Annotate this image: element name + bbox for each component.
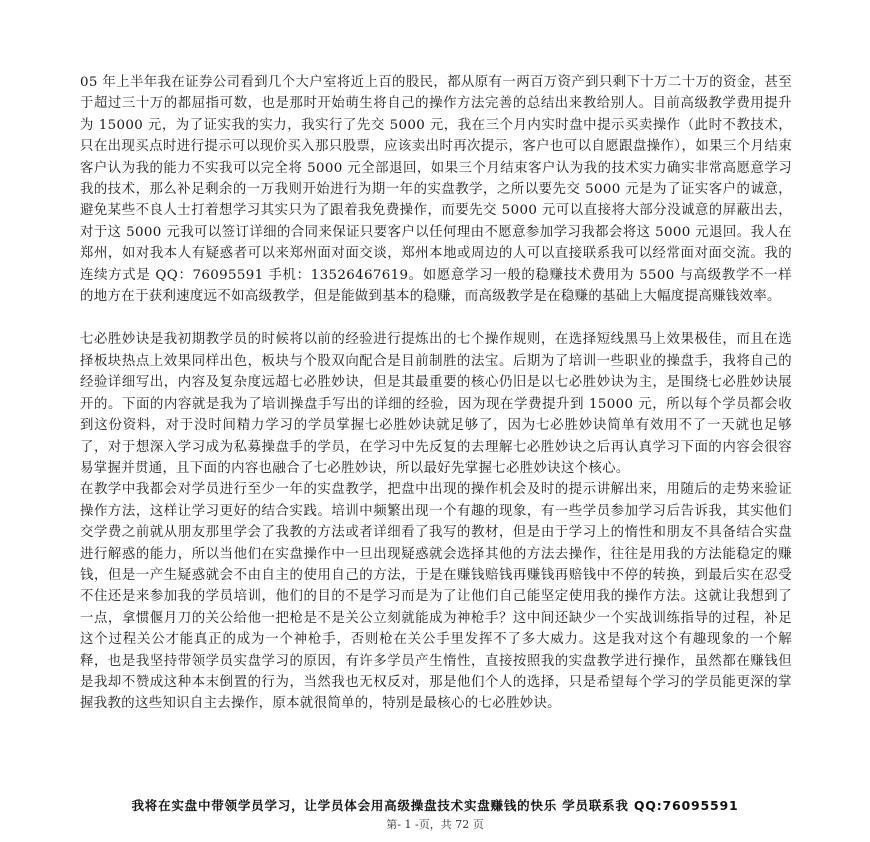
footer-slogan: 我将在实盘中带领学员学习，让学员体会用高级操盘技术实盘赚钱的快乐 学员联系我 QQ:76095591: [131, 798, 739, 813]
paragraph-teaching: 在教学中我都会对学员进行至少一年的实盘教学，把盘中出现的操作机会及时的提示讲解出来，用随后的走势来验证操作方法，这样让学习更好的结合实践。培训中频繁出现一个有趣的现象，有一些学员参加学习后告诉我，其实他们交学费之前就从朋友那里学会了我教的方法或者详细看了我写的教材，但是由于学习上的惰性和朋友不具备结合实盘进行解惑的能力，所以当他们在实盘操作中一旦出现疑惑就会选择其他的方法去操作，往往是用我的方法能稳定的赚钱，但是一产生疑惑就会不由自主的使用自己的方法，于是在赚钱赔钱再赚钱再赔钱中不停的转换，到最后实在忍受不住还是来参加我的学员培训，他们的目的不是学习而是为了让他们自己能坚定使用我的操作方法。这就让我想到了一点，拿惯偃月刀的关公给他一把枪是不是关公立刻就能成为神枪手？这中间还缺少一个实战训练指导的过程，补足这个过程关公才能真正的成为一个神枪手，否则枪在关公手里发挥不了多大威力。这是我对这个有趣现象的一个解释，也是我坚持带领学员实盘学习的原因，有许多学员产生惰性，直接按照我的实盘教学进行操作，虽然都在赚钱但是我却不赞成这种本末倒置的行为，当然我也无权反对，那是他们个人的选择，只是希望每个学习的学员能更深的掌握我教的这些知识自主去操作，原本就很简单的，特别是最核心的七必胜妙诀。: [80, 482, 792, 712]
paragraph-spacer: [80, 307, 792, 329]
paragraph-intro: 05 年上半年我在证券公司看到几个大户室将近上百的股民，都从原有一两百万资产到只剩下十万二十万的资金，甚至于超过三十万的都屈指可数，也是那时开始萌生将自己的操作方法完善的总结出来教给别人。目前高级教学费用提升为 15000 元，为了证实我的实力，我实行了先交 5000 元，我在三个月内实时盘中提示买卖操作（此时不教技术，只在出现买点时进行提示可以现价买入那只股票，应该卖出时再次提示，客户也可以自愿跟盘操作），如果三个月结束客户认为我的能力不实我可以完全将 5000 元全部退回，如果三个月结束客户认为我的技术实力确实非常高愿意学习我的技术，那么补足剩余的一万我则开始进行为期一年的实盘教学，之所以要先交 5000 元是为了证实客户的诚意，避免某些不良人士打着想学习其实只为了跟着我免费操作，而要先交 5000 元可以直接将大部分没诚意的屏蔽出去，对于这 5000 元我可以签订详细的合同来保证只要客户以任何理由不愿意参加学习我都会将这 5000 元退回。我人在郑州，如对我本人有疑惑者可以来郑州面对面交谈，郑州本地或周边的人可以直接联系我可以经常面对面交流。我的连续方式是 QQ：76095591 手机：13526467619。如愿意学习一般的稳赚技术费用为 5500 与高级教学不一样的地方在于获利速度远不如高级教学，但是能做到基本的稳赚，而高级教学是在稳赚的基础上大幅度提高赚钱效率。: [80, 75, 792, 305]
document-body: [80, 72, 792, 715]
paragraph-seven-rules: 七必胜妙诀是我初期教学员的时候将以前的经验进行提炼出的七个操作规则，在选择短线黑马上效果极佳，而且在选择板块热点上效果同样出色，板块与个股双向配合是目前制胜的法宝。后期为了培训一些职业的操盘手，我将自己的经验详细写出，内容及复杂度远超七必胜妙诀，但是其最重要的核心仍旧是以七必胜妙诀为主，是围绕七必胜妙诀展开的。下面的内容就是我为了培训操盘手写出的详细的经验，因为现在学费提升到 15000 元，所以每个学员都会收到这份资料，对于没时间精力学习的学员掌握七必胜妙诀就足够了，因为七必胜妙诀简单有效用不了一天就也足够了，对于想深入学习成为私募操盘手的学员，在学习中先反复的去理解七必胜妙诀之后再认真学习下面的内容会很容易掌握并贯通，且下面的内容也融合了七必胜妙诀，所以最好先掌握七必胜妙诀这个核心。: [80, 332, 792, 476]
page-number: 第- 1 -页，共 72 页: [386, 818, 484, 831]
